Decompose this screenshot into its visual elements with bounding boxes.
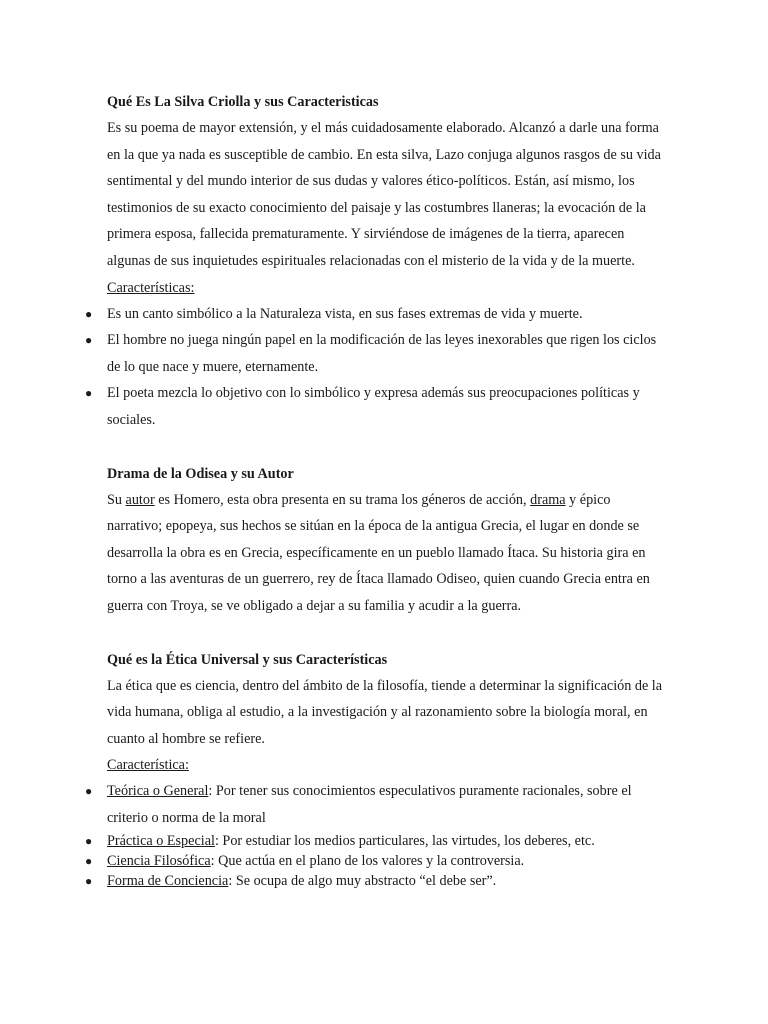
bullet-icon: ● — [85, 834, 93, 849]
list-item: ● Forma de Conciencia: Se ocupa de algo muy abstracto “el debe ser”. — [85, 873, 497, 890]
silva-criolla-paragraph: Es su poema de mayor extensión, y el más cuidadosamente elaborado. Alcanzó a darle una forma en la que ya nada es susceptible de cambio. En esta silva, Lazo conjuga algunos rasgos de su vida sentimental y del mundo interior de sus dudas y valores ético-políticos. Están, así mismo, los testimonios de su exacto conocimiento del paisaje y las costumbres llaneras; la evocación de la primera esposa, fallecida prematuramente. Y sirviéndose de imágenes de la tierra, aparecen algunas de sus inquietudes espirituales relacionadas con el misterio de la vida y de la muerte. — [107, 120, 661, 269]
bullet-icon: ● — [85, 854, 93, 869]
list-item: ● Ciencia Filosófica: Que actúa en el plano de los valores y la controversia. — [85, 853, 525, 870]
document-page — [85, 89, 667, 891]
list-item: ● Práctica o Especial: Por estudiar los medios particulares, las virtudes, los deberes, etc. — [85, 833, 595, 850]
section-spacer — [107, 620, 667, 647]
autor-link[interactable]: autor — [125, 491, 155, 508]
section-title-odisea: Drama de la Odisea y su Autor — [107, 465, 294, 482]
bullet-icon: ● — [85, 386, 93, 401]
bullet-icon: ● — [85, 874, 93, 889]
etica-paragraph: La ética que es ciencia, dentro del ámbito de la filosofía, tiende a determinar la significación de la vida humana, obliga al estudio, a la investigación y al razonamiento sobre la biología moral, en cuanto al hombre se refiere. — [107, 677, 663, 747]
section-title-silva-criolla: Qué Es La Silva Criolla y sus Caracteristicas — [107, 94, 379, 110]
list-item: ● El poeta mezcla lo objetivo con lo simbólico y expresa además sus preocupaciones políticas y sociales. — [107, 380, 667, 433]
odisea-paragraph: Su autor es Homero, esta obra presenta en su trama los géneros de acción, drama y épico narrativo; epopeya, sus hechos se sitúan en la época de la antigua Grecia, el lugar en donde se desarrolla la obra es en Grecia, específicamente en un pueblo llamado Ítaca. Su historia gira en torno a las aventuras de un guerrero, rey de Ítaca llamado Odiseo, quien cuando Grecia entra en guerra con Troya, se ve obligado a dejar a su familia y acudir a la guerra. — [107, 491, 650, 614]
silva-criolla-list-label: Características: — [107, 279, 195, 296]
drama-link[interactable]: drama — [530, 491, 566, 508]
bullet-icon: ● — [85, 784, 93, 799]
section-spacer — [107, 434, 667, 461]
section-title-etica-universal: Qué es la Ética Universal y sus Características — [107, 651, 388, 668]
list-item: ● Teórica o General: Por tener sus conocimientos especulativos puramente racionales, sobre el criterio o norma de la moral — [107, 778, 667, 831]
silva-criolla-bullet-list — [85, 301, 667, 434]
bullet-icon: ● — [85, 333, 93, 348]
list-item: ● El hombre no juega ningún papel en la modificación de las leyes inexorables que rigen los ciclos de lo que nace y muere, eternamente. — [107, 327, 667, 380]
etica-list-label: Característica: — [107, 757, 189, 774]
bullet-icon: ● — [85, 306, 93, 321]
list-item: ● Es un canto simbólico a la Naturaleza vista, en sus fases extremas de vida y muerte. — [107, 301, 667, 328]
etica-bullet-list — [85, 778, 667, 891]
